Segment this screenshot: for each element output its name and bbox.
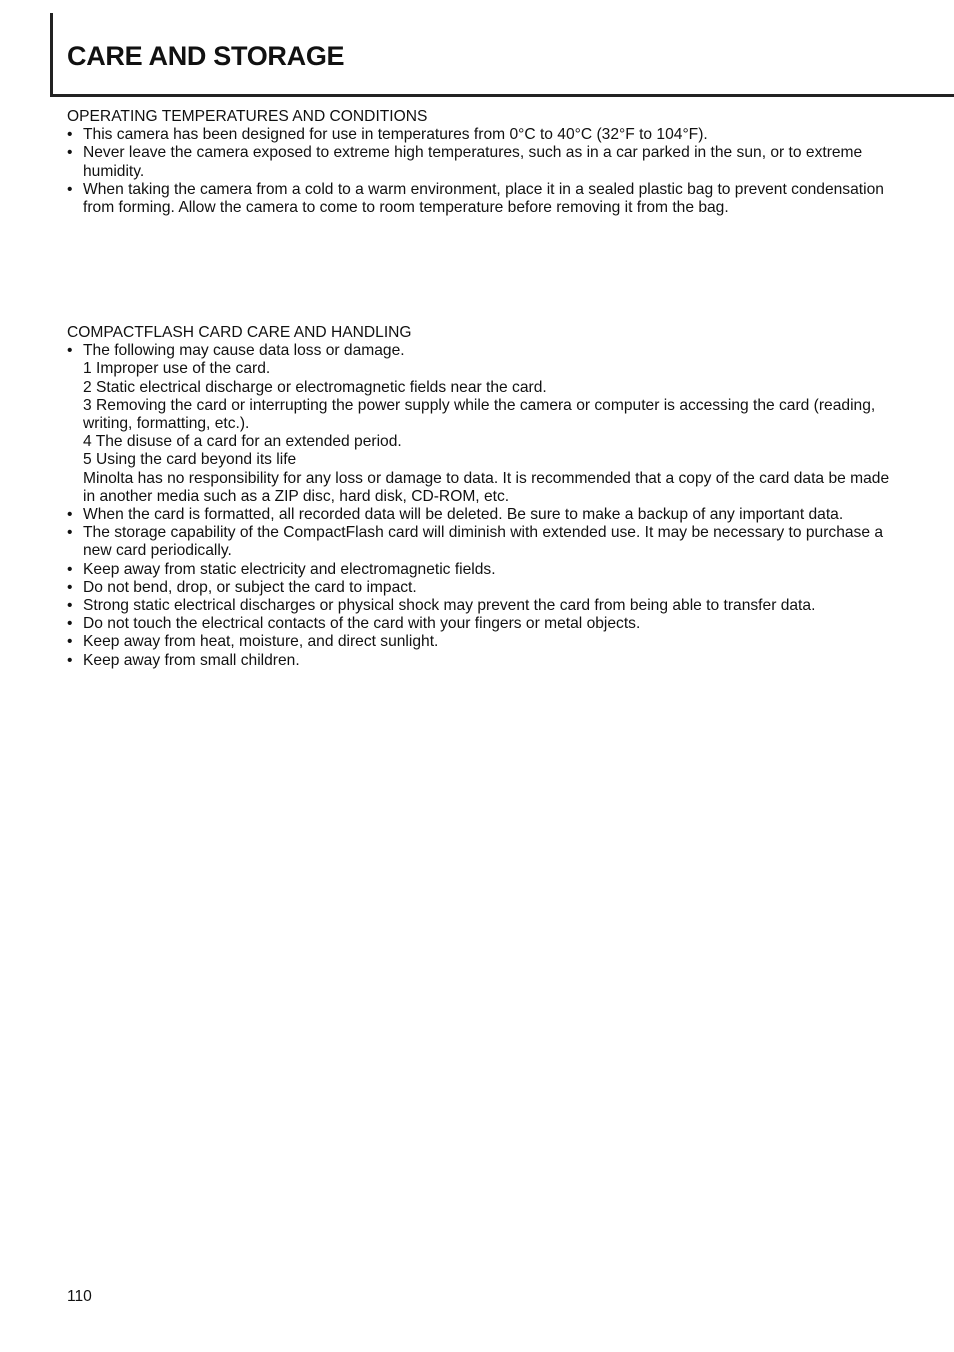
list-item: • The storage capability of the CompactFlash card will diminish with extended use. It may be necessary to purchase a new card periodically.: [67, 524, 897, 560]
list-item: • Do not bend, drop, or subject the card to impact.: [67, 579, 897, 597]
section-heading: OPERATING TEMPERATURES AND CONDITIONS: [67, 108, 428, 125]
sub-item: 3 Removing the card or interrupting the power supply while the camera or computer is accessing the card (reading, writing, formatting, etc.).: [83, 396, 876, 433]
list-item: • This camera has been designed for use in temperatures from 0°C to 40°C (32°F to 104°F).: [67, 126, 897, 144]
list-item: • Keep away from heat, moisture, and direct sunlight.: [67, 633, 897, 651]
list-item: [67, 342, 897, 506]
sub-item: 5 Using the card beyond its life: [83, 451, 297, 469]
operating-conditions-section: [67, 108, 897, 217]
compactflash-care-section: [67, 324, 897, 670]
page-title: CARE AND STORAGE: [67, 41, 345, 71]
sub-item: 4 The disuse of a card for an extended period.: [83, 433, 402, 451]
bullet-list: [67, 342, 897, 670]
header-rule-horizontal: [50, 94, 954, 97]
list-item: • Do not touch the electrical contacts of the card with your fingers or metal objects.: [67, 615, 897, 633]
list-item: • Keep away from small children.: [67, 652, 897, 670]
header-rule-vertical: [50, 13, 53, 97]
sub-item: 1 Improper use of the card.: [83, 360, 271, 378]
bullet-list: [67, 126, 897, 217]
page-number: 110: [67, 1288, 92, 1305]
list-item: • Keep away from static electricity and electromagnetic fields.: [67, 561, 897, 579]
list-item-text: • The following may cause data loss or damage.: [83, 342, 405, 360]
list-item: • When taking the camera from a cold to a warm environment, place it in a sealed plastic bag to prevent condensation from forming. Allow the camera to come to room temperature before removing it from the bag.: [67, 181, 897, 217]
section-heading: COMPACTFLASH CARD CARE AND HANDLING: [67, 324, 412, 341]
disclaimer-note: Minolta has no responsibility for any loss or damage to data. It is recommended that a copy of the card data be made in another media such as a ZIP disc, hard disk, CD-ROM, etc.: [83, 469, 890, 505]
list-item: • Strong static electrical discharges or physical shock may prevent the card from being able to transfer data.: [67, 597, 897, 615]
sub-item: 2 Static electrical discharge or electromagnetic fields near the card.: [83, 378, 547, 396]
list-item: • Never leave the camera exposed to extreme high temperatures, such as in a car parked in the sun, or to extreme humidity.: [67, 144, 897, 180]
list-item: • When the card is formatted, all recorded data will be deleted. Be sure to make a backup of any important data.: [67, 506, 897, 524]
